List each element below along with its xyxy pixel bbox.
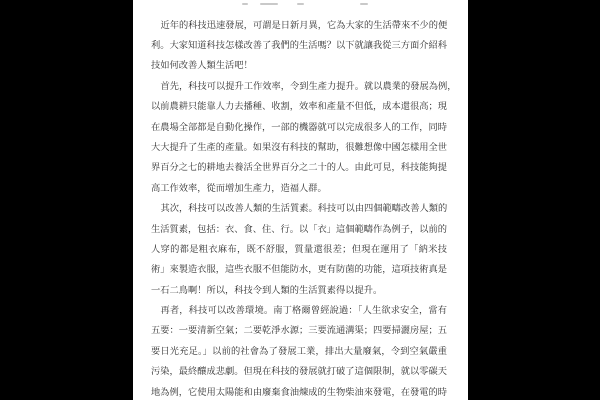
text-line: 高工作效率，從而增加生產力，造福人群。 [151,182,327,193]
clipped-line-remnant [297,3,304,5]
document-page [133,0,468,400]
text-line: 地為例，它使用太陽能和由廢棄食油煉成的生物柴油來發電，在發電的時 [151,386,447,397]
essay-body-text [151,15,457,400]
clipped-line-remnant [360,3,368,5]
text-line: 再者，科技可以改善環境。南丁格爾曾經說過：「人生欲求安全，當有 [160,305,447,316]
text-line: 五要：一要清新空氣；二要乾淨水源；三要流通溝渠；四要掃灑房屋；五 [151,325,447,336]
clipped-line-remnant [242,3,248,5]
text-line: 術」來製造衣服，這些衣服不但能防水，更有防菌的功能，這項技術真是 [151,264,447,275]
text-line: 以前農耕只能靠人力去播種、收割，效率和產量不但低，成本還很高；現 [151,101,447,112]
text-line: 污染，最終釀成悲劇。但現在科技的發展就打破了這個限制，就以零碳天 [151,366,447,377]
text-line: 在農場全部都是自動化操作，一部的機器就可以完成很多人的工作，同時 [151,121,447,132]
text-line: 技如何改善人類生活吧！ [151,60,253,71]
text-line: 其次，科技可以改善人類的生活質素。科技可以由四個範疇改善人類的 [160,203,448,214]
text-line: 要日光充足。」以前的社會為了發展工業，排出大量廢氣，令到空氣嚴重 [151,345,447,356]
text-line: 大大提升了生產的產量。如果沒有科技的幫助，很難想像中國怎樣用全世 [151,141,447,152]
text-line: 人穿的都是粗衣麻布，既不舒服，質量還很差；但現在運用了「納米技 [151,243,447,254]
letterbox-right-bar [468,0,600,400]
text-line: 一石二鳥啊！所以，科技令到人類的生活質素得以提升。 [151,284,383,295]
text-line: 生活質素，包括：衣、食、住、行。以「衣」這個範疇作為例子，以前的 [151,223,447,234]
text-line: 近年的科技迅速發展，可謂是日新月異，它為大家的生活帶來不少的便 [160,19,448,30]
text-line: 首先，科技可以提升工作效率，令到生產力提升。就以農業的發展為例， [160,80,457,91]
text-line: 利。大家知道科技怎樣改善了我們的生活嗎？以下就讓我從三方面介紹科 [151,39,447,50]
letterbox-left-bar [0,0,133,400]
text-line: 界百分之七的耕地去養活全世界百分之二十的人。由此可見，科技能夠提 [151,162,447,173]
clipped-line-remnant [260,3,278,5]
